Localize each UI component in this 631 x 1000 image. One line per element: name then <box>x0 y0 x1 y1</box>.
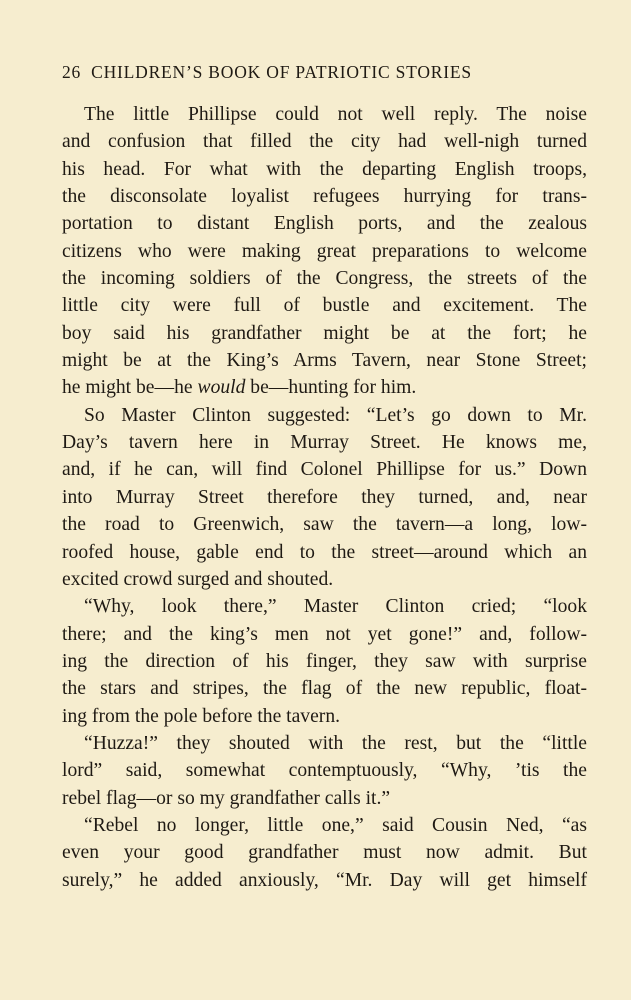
paragraph-5 <box>62 812 587 894</box>
text-line: So Master Clinton suggested: “Let’s go down to Mr. <box>84 404 587 426</box>
text-line: and, if he can, will find Colonel Phillipse for us.” Down <box>62 459 587 481</box>
text-line: “Why, look there,” Master Clinton cried; “look <box>84 596 587 618</box>
text-line: surely,” he added anxiously, “Mr. Day will get himself <box>62 869 587 891</box>
paragraph-3 <box>62 593 587 730</box>
text-line: The little Phillipse could not well reply. The noise <box>84 104 587 125</box>
text-line: portation to distant English ports, and the zealous <box>62 213 587 235</box>
body-text <box>62 101 587 894</box>
text-line: ing from the pole before the tavern. <box>62 705 341 727</box>
text-line: might be at the King’s Arms Tavern, near Stone Street; <box>62 350 587 372</box>
text-line: the road to Greenwich, saw the tavern—a long, low- <box>62 514 587 536</box>
text-line: his head. For what with the departing English troops, <box>62 158 587 180</box>
paragraph-2 <box>62 402 587 593</box>
text-line: little city were full of bustle and excitement. The <box>62 295 587 317</box>
text-line: and confusion that filled the city had well-nigh turned <box>62 131 587 153</box>
text-line: rebel flag—or so my grandfather calls it.” <box>62 787 391 809</box>
running-title: CHILDREN’S BOOK OF PATRIOTIC STORIES <box>91 62 472 82</box>
italic-word: would <box>197 377 246 399</box>
text-line: lord” said, somewhat contemptuously, “Why, ’tis the <box>62 760 587 782</box>
text-line: Day’s tavern here in Murray Street. He knows me, <box>62 432 587 454</box>
text-line <box>62 374 587 401</box>
text-line: the disconsolate loyalist refugees hurrying for trans- <box>62 186 587 208</box>
paragraph-1 <box>62 101 587 402</box>
text-line: ing the direction of his finger, they saw with surprise <box>62 650 587 672</box>
paragraph-4 <box>62 730 587 812</box>
text-line: “Huzza!” they shouted with the rest, but the “little <box>84 732 587 754</box>
text-run: be—hunting for him. <box>245 377 417 399</box>
text-line: roofed house, gable end to the street—around which an <box>62 541 587 563</box>
page-number: 26 <box>62 62 82 82</box>
text-line: “Rebel no longer, little one,” said Cousin Ned, “as <box>84 814 587 836</box>
text-line: into Murray Street therefore they turned, and, near <box>62 486 587 508</box>
text-line: there; and the king’s men not yet gone!” and, follow- <box>62 623 587 645</box>
text-line: the incoming soldiers of the Congress, the streets of the <box>62 268 587 290</box>
text-line: the stars and stripes, the flag of the new republic, float- <box>62 678 587 700</box>
text-line: boy said his grandfather might be at the fort; he <box>62 322 587 344</box>
text-line: citizens who were making great preparations to welcome <box>62 240 587 262</box>
text-line: excited crowd surged and shouted. <box>62 568 334 590</box>
text-run: he might be—he <box>62 377 198 399</box>
running-head <box>62 62 587 83</box>
text-line: even your good grandfather must now admit. But <box>62 842 587 864</box>
